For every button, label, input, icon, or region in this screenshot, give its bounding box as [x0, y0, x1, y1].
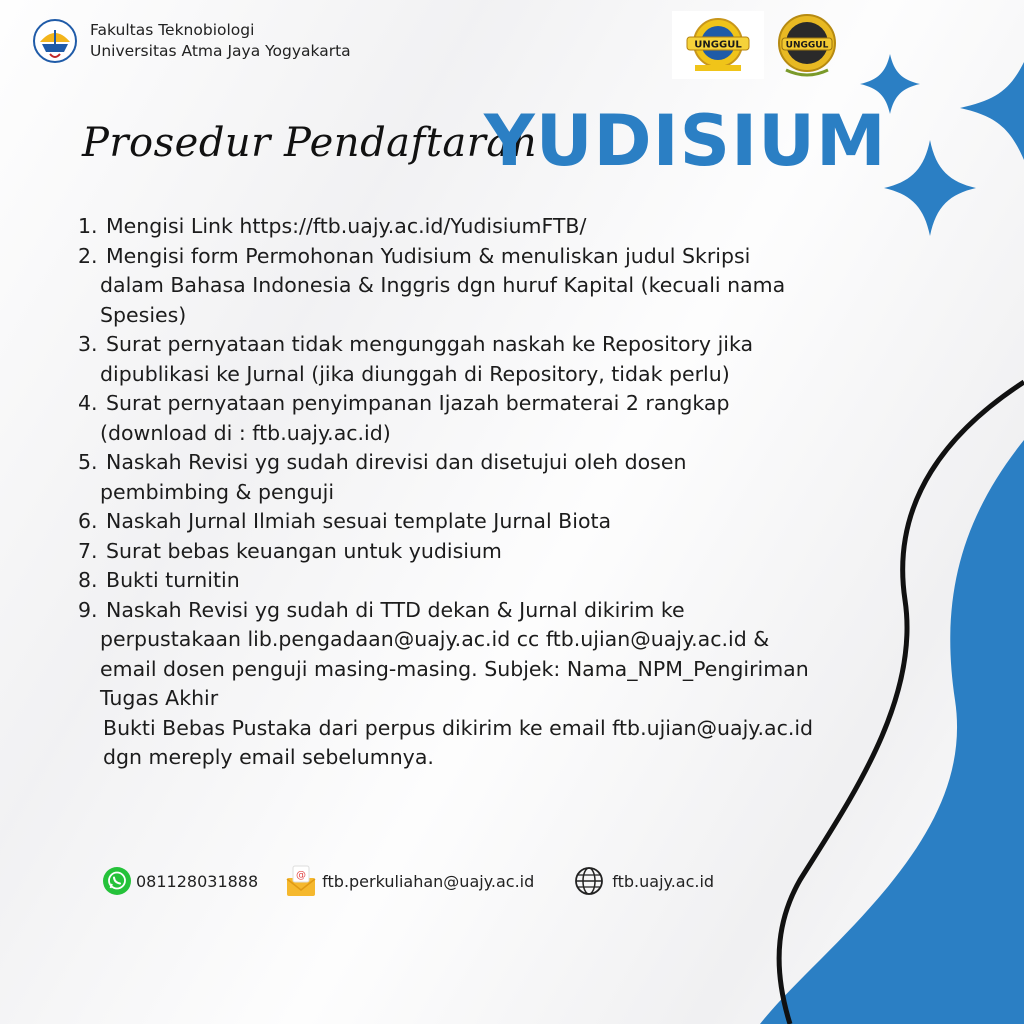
step-number: 2. — [78, 243, 98, 268]
step-text: email dosen penguji masing-masing. Subjek: Nama_NPM_Pengiriman — [100, 656, 809, 681]
list-item — [78, 389, 878, 448]
step-text: dipublikasi ke Jurnal (jika diunggah di Repository, tidak perlu) — [100, 361, 730, 386]
list-item — [78, 566, 878, 596]
title-main: YUDISIUM — [484, 100, 887, 182]
step-text: Naskah Revisi yg sudah di TTD dekan & Jurnal dikirim ke — [106, 597, 685, 622]
faculty-name: Fakultas Teknobiologi — [90, 21, 255, 39]
step-text: Surat pernyataan tidak mengunggah naskah ke Repository jika — [106, 332, 754, 356]
step-text: Surat pernyataan penyimpanan Ijazah bermaterai 2 rangkap — [106, 391, 730, 415]
step-number: 4. — [78, 391, 98, 415]
step-text: Surat bebas keuangan untuk yudisium — [106, 538, 502, 563]
step-text: pembimbing & penguji — [100, 479, 335, 504]
list-item — [78, 448, 878, 507]
step-text: perpustakaan lib.pengadaan@uajy.ac.id cc ftb.ujian@uajy.ac.id & — [100, 627, 770, 651]
header-text — [90, 20, 351, 62]
step-number: 9. — [78, 597, 98, 622]
sparkle-icon — [960, 62, 1024, 160]
extra-note — [103, 714, 878, 773]
list-item — [78, 537, 878, 567]
step-number: 6. — [78, 509, 98, 533]
list-item — [78, 330, 878, 389]
contact-footer — [102, 864, 714, 898]
phone-number[interactable]: 081128031888 — [136, 871, 259, 891]
step-number: 5. — [78, 450, 98, 474]
badge-seal-icon — [675, 13, 761, 77]
badge1-label: UNGGUL — [694, 39, 742, 51]
step-text: (download di : ftb.uajy.ac.id) — [100, 420, 391, 445]
title-script: Prosedur Pendaftaran — [82, 120, 537, 166]
step-text: Naskah Revisi yg sudah direvisi dan disetujui oleh dosen — [106, 450, 687, 474]
badge2-label: UNGGUL — [785, 40, 829, 51]
website-contact — [574, 866, 714, 896]
extra-note-line: dgn mereply email sebelumnya. — [103, 745, 434, 769]
step-number: 1. — [78, 214, 98, 238]
globe-icon — [574, 866, 604, 896]
university-logo — [32, 18, 78, 64]
header — [32, 18, 351, 64]
step-text: Naskah Jurnal Ilmiah sesuai template Jurnal Biota — [106, 509, 612, 533]
step-text: Mengisi Link https://ftb.uajy.ac.id/YudisiumFTB/ — [106, 214, 587, 238]
step-text: dalam Bahasa Indonesia & Inggris dgn huruf Kapital (kecuali nama — [100, 273, 786, 297]
phone-contact — [102, 866, 258, 896]
sparkle-icon — [884, 140, 976, 236]
step-number: 7. — [78, 538, 98, 563]
step-number: 8. — [78, 568, 98, 592]
whatsapp-icon — [102, 866, 132, 896]
accreditation-badges — [672, 10, 842, 80]
list-item — [78, 242, 878, 331]
list-item — [78, 596, 878, 714]
university-name: Universitas Atma Jaya Yogyakarta — [90, 42, 351, 60]
step-text: Bukti turnitin — [106, 568, 240, 592]
svg-text:@: @ — [296, 870, 307, 881]
website-url[interactable]: ftb.uajy.ac.id — [612, 871, 715, 891]
step-text: Mengisi form Permohonan Yudisium & menuliskan judul Skripsi — [106, 243, 751, 268]
email-contact — [284, 864, 534, 898]
email-address[interactable]: ftb.perkuliahan@uajy.ac.id — [322, 871, 535, 891]
step-number: 3. — [78, 332, 98, 356]
step-text: Tugas Akhir — [100, 686, 219, 710]
list-item — [78, 507, 878, 537]
extra-note-line: Bukti Bebas Pustaka dari perpus dikirim ke email ftb.ujian@uajy.ac.id — [103, 715, 814, 740]
mail-icon — [284, 864, 318, 898]
list-item — [78, 212, 878, 242]
accreditation-badge-1 — [672, 11, 764, 79]
step-text: Spesies) — [100, 302, 187, 327]
accreditation-badge-2 — [772, 10, 842, 80]
procedure-list — [78, 212, 878, 773]
